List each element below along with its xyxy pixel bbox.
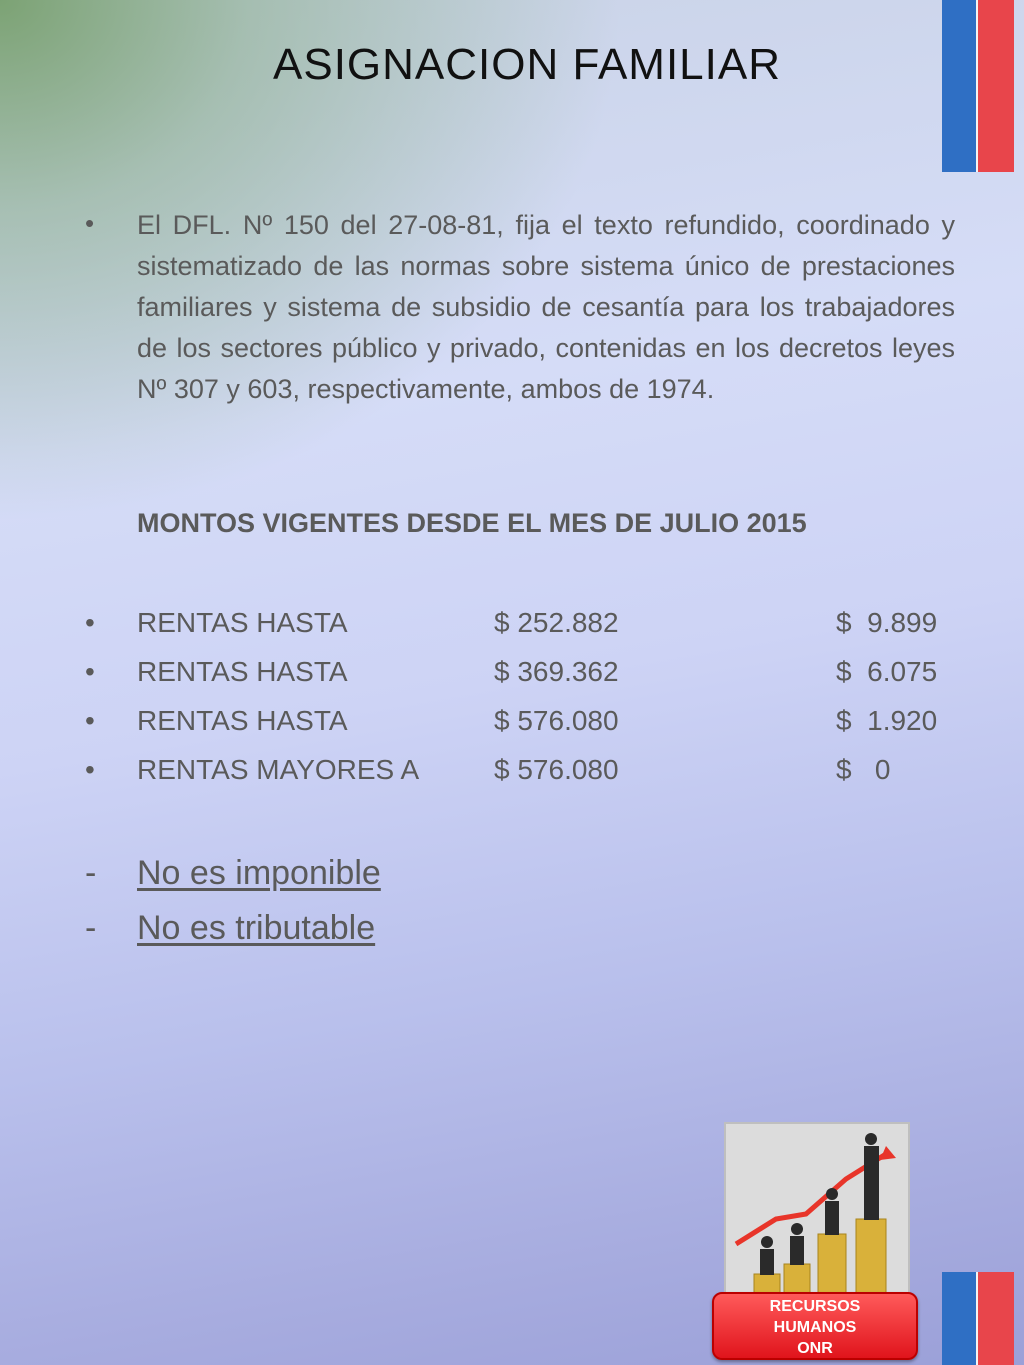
bullet-icon: • (85, 705, 95, 736)
badge-line: RECURSOS (769, 1298, 861, 1315)
row-amount: $ 576.080 (494, 754, 619, 785)
badge-line: ONR (797, 1340, 833, 1357)
bullet-icon: • (85, 656, 95, 687)
row-value: $ 0 (836, 754, 891, 785)
row-label: RENTAS HASTA (137, 656, 348, 687)
dash-marker: - (85, 854, 97, 892)
amounts-heading: MONTOS VIGENTES DESDE EL MES DE JULIO 2015 (137, 508, 807, 538)
flag-stripe-bottom (942, 1272, 1014, 1365)
row-amount: $ 252.882 (494, 607, 619, 638)
bullet-icon: • (85, 208, 95, 238)
row-amount: $ 576.080 (494, 705, 619, 736)
note-text: No es tributable (137, 909, 376, 947)
table-row (0, 607, 1024, 647)
row-label: RENTAS MAYORES A (137, 754, 420, 785)
row-value: $ 1.920 (836, 705, 938, 736)
business-people-coins-image (724, 1122, 910, 1308)
dash-marker: - (85, 909, 97, 947)
intro-paragraph: El DFL. Nº 150 del 27-08-81, fija el texto refundido, coordinado y sistematizado de las normas sobre sistema único de prestaciones familiares y sistema de subsidio de cesantía para los trabajadores de los sectores público y privado, contenidas en los decretos leyes Nº 307 y 603, respectivamente, ambos de 1974. (137, 210, 955, 404)
table-row (0, 754, 1024, 794)
row-amount: $ 369.362 (494, 656, 619, 687)
badge-line: HUMANOS (773, 1319, 857, 1336)
bullet-icon: • (85, 754, 95, 785)
row-label: RENTAS HASTA (137, 705, 348, 736)
table-row (0, 656, 1024, 696)
row-label: RENTAS HASTA (137, 607, 348, 638)
row-value: $ 9.899 (836, 607, 938, 638)
bullet-icon: • (85, 607, 95, 638)
note-text: No es imponible (137, 854, 381, 892)
recursos-humanos-badge (712, 1292, 918, 1360)
table-row (0, 705, 1024, 745)
page-title: ASIGNACION FAMILIAR (273, 40, 781, 89)
row-value: $ 6.075 (836, 656, 938, 687)
